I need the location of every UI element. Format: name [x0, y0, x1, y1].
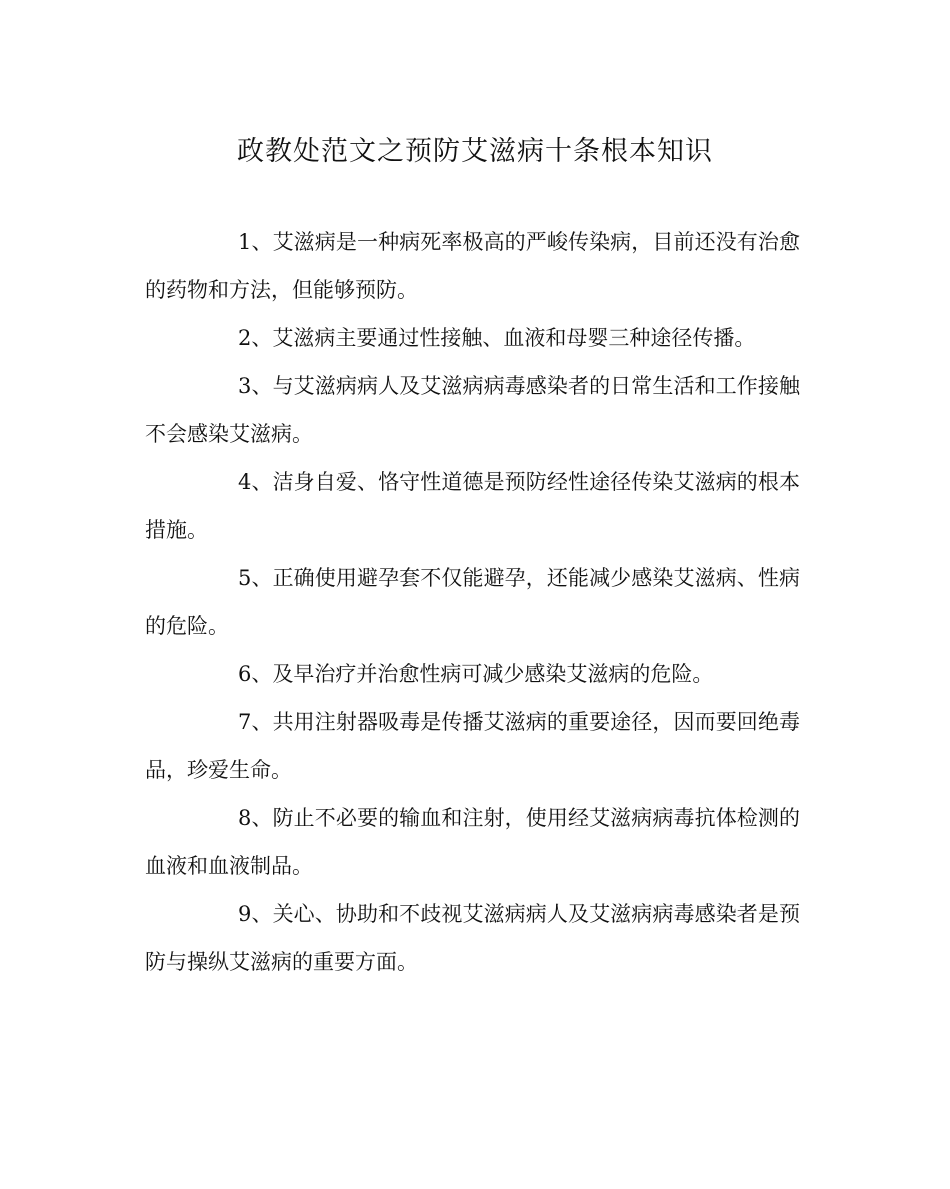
paragraph-8: 8、防止不必要的输血和注射，使用经艾滋病病毒抗体检测的血液和血液制品。	[145, 806, 800, 878]
paragraph-4: 4、洁身自爱、恪守性道德是预防经性途径传染艾滋病的根本措施。	[145, 470, 800, 542]
paragraph-3: 3、与艾滋病病人及艾滋病病毒感染者的日常生活和工作接触不会感染艾滋病。	[145, 374, 800, 446]
paragraph-1: 1、艾滋病是一种病死率极高的严峻传染病，目前还没有治愈的药物和方法，但能够预防。	[145, 230, 800, 302]
paragraph-6: 6、及早治疗并治愈性病可减少感染艾滋病的危险。	[238, 662, 714, 686]
page-title: 政教处范文之预防艾滋病十条根本知识	[237, 136, 713, 167]
paragraph-5: 5、正确使用避孕套不仅能避孕，还能减少感染艾滋病、性病的危险。	[145, 566, 800, 638]
paragraph-7: 7、共用注射器吸毒是传播艾滋病的重要途径，因而要回绝毒品，珍爱生命。	[145, 710, 800, 782]
paragraph-9: 9、关心、协助和不歧视艾滋病病人及艾滋病病毒感染者是预防与操纵艾滋病的重要方面。	[145, 902, 800, 974]
document-body	[145, 218, 800, 986]
paragraph-2: 2、艾滋病主要通过性接触、血液和母婴三种途径传播。	[238, 326, 756, 350]
